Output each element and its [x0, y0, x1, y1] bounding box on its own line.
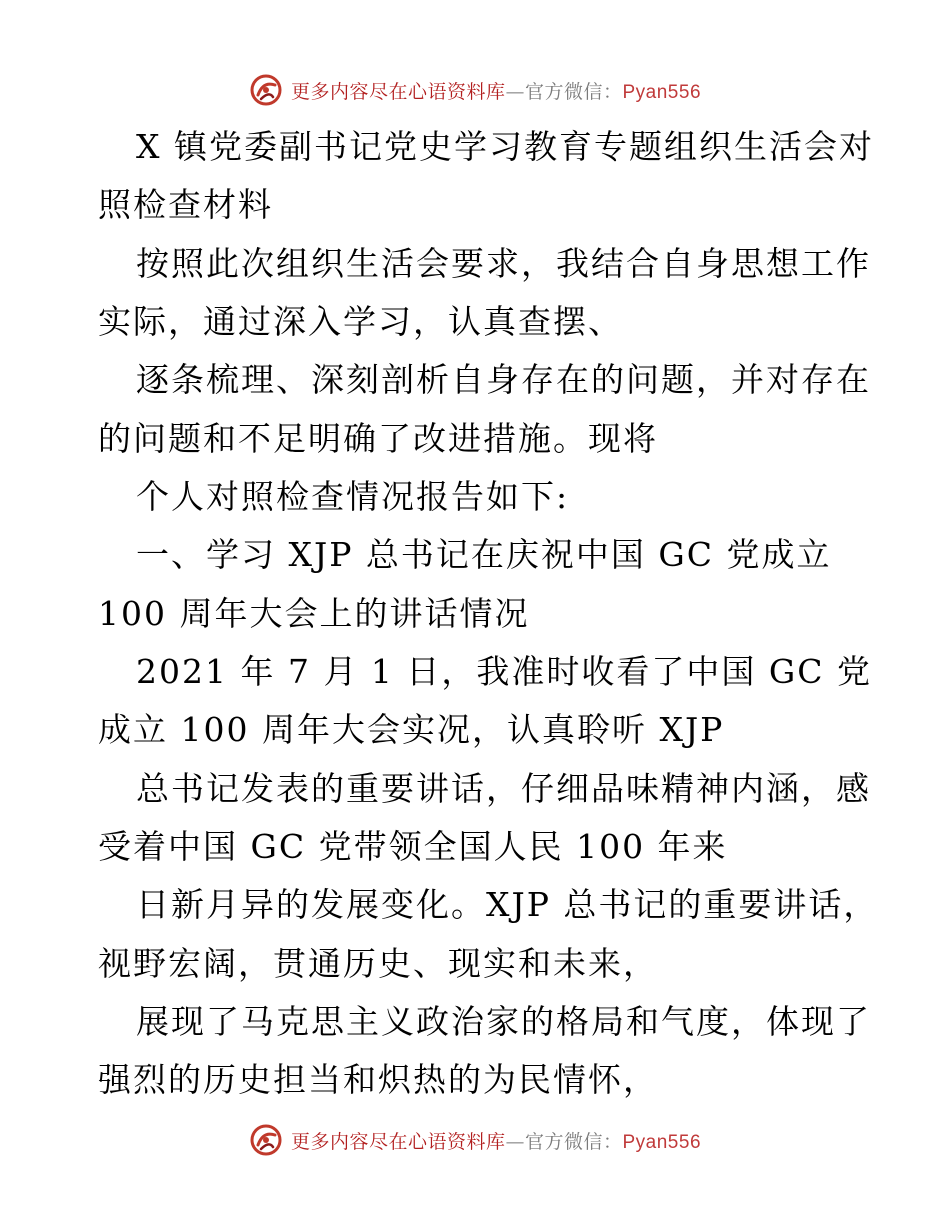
- paragraph-line: 按照此次组织生活会要求，我结合自身思想工作: [136, 244, 871, 283]
- paragraph-line: 受着中国 GC 党带领全国人民 100 年来: [98, 827, 728, 866]
- document-title-line: X 镇党委副书记党史学习教育专题组织生活会对: [136, 127, 874, 166]
- banner-wechat-label: 官方微信：: [524, 1130, 623, 1153]
- paragraph-line: 成立 100 周年大会实况，认真聆听 XJP: [98, 710, 725, 749]
- section-heading-line: 100 周年大会上的讲话情况: [98, 594, 530, 633]
- banner-wechat-id: Pyan556: [622, 81, 702, 103]
- logo-icon: [249, 73, 283, 107]
- section-heading-line: 一、学习 XJP 总书记在庆祝中国 GC 党成立: [136, 535, 832, 574]
- logo-icon: [249, 1123, 283, 1157]
- banner-wechat-label: 官方微信：: [524, 80, 623, 103]
- paragraph-line: 展现了马克思主义政治家的格局和气度，体现了: [136, 1002, 871, 1041]
- banner-main-text: 更多内容尽在心语资料库: [290, 80, 506, 103]
- paragraph-line: 实际，通过深入学习，认真查摆、: [98, 302, 623, 341]
- paragraph-line: 视野宏阔，贯通历史、现实和未来，: [98, 944, 658, 983]
- paragraph-line: 2021 年 7 月 1 日，我准时收看了中国 GC 党: [136, 652, 873, 691]
- document-title-line: 照检查材料: [98, 185, 273, 224]
- paragraph-line: 逐条梳理、深刻剖析自身存在的问题，并对存在: [136, 360, 871, 399]
- paragraph-line: 强烈的历史担当和炽热的为民情怀，: [98, 1060, 658, 1099]
- paragraph-line: 总书记发表的重要讲话，仔细品味精神内涵，感: [136, 769, 871, 808]
- footer-banner[interactable]: [0, 1118, 950, 1162]
- paragraph-line: 的问题和不足明确了改进措施。现将: [98, 419, 658, 458]
- paragraph-line: 日新月异的发展变化。XJP 总书记的重要讲话，: [136, 885, 879, 924]
- paragraph-line: 个人对照检查情况报告如下:: [136, 477, 570, 516]
- banner-text: [291, 1127, 701, 1154]
- banner-wechat-id: Pyan556: [622, 1131, 702, 1153]
- header-banner[interactable]: [0, 68, 950, 112]
- banner-main-text: 更多内容尽在心语资料库: [290, 1130, 506, 1153]
- banner-text: [291, 77, 701, 104]
- banner-dash: —: [505, 1130, 525, 1153]
- banner-dash: —: [505, 80, 525, 103]
